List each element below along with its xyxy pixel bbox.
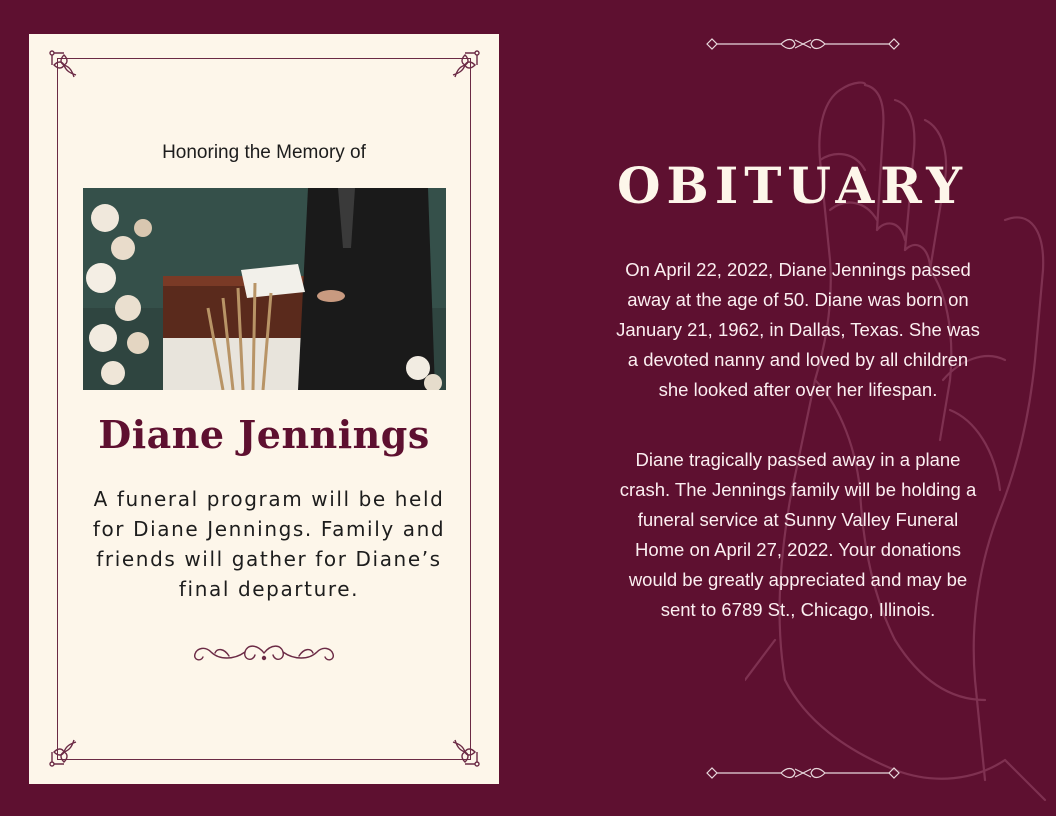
corner-ornament-icon [48,736,80,768]
honoring-label: Honoring the Memory of [162,142,366,163]
divider-ornament-icon [703,765,903,781]
corner-ornament-icon [449,736,481,768]
corner-ornament-icon [48,49,80,81]
program-description: A funeral program will be held for Diane Jennings. Family and friends will gather for Diane’s final departure. [92,487,446,601]
memorial-card [29,34,499,784]
corner-ornament-icon [449,49,481,81]
obituary-paragraph-2: Diane tragically passed away in a plane crash. The Jennings family will be holding a funeral service at Sunny Valley Funeral Home on April 27, 2022. Your donations would be greatly appreciated and may be sent to 6789 St., Chicago, Illinois. [619,449,977,620]
flourish-ornament-icon [189,638,339,668]
funeral-photo [83,188,446,390]
obituary-title: OBITUARY [617,156,968,215]
divider-ornament-icon [703,36,903,52]
obituary-paragraph-1: On April 22, 2022, Diane Jennings passed away at the age of 50. Diane was born on January 21, 1962, in Dallas, Texas. She was a devoted nanny and loved by all children she looked after over her lifespan. [616,259,980,400]
deceased-name: Diane Jennings [98,412,430,457]
